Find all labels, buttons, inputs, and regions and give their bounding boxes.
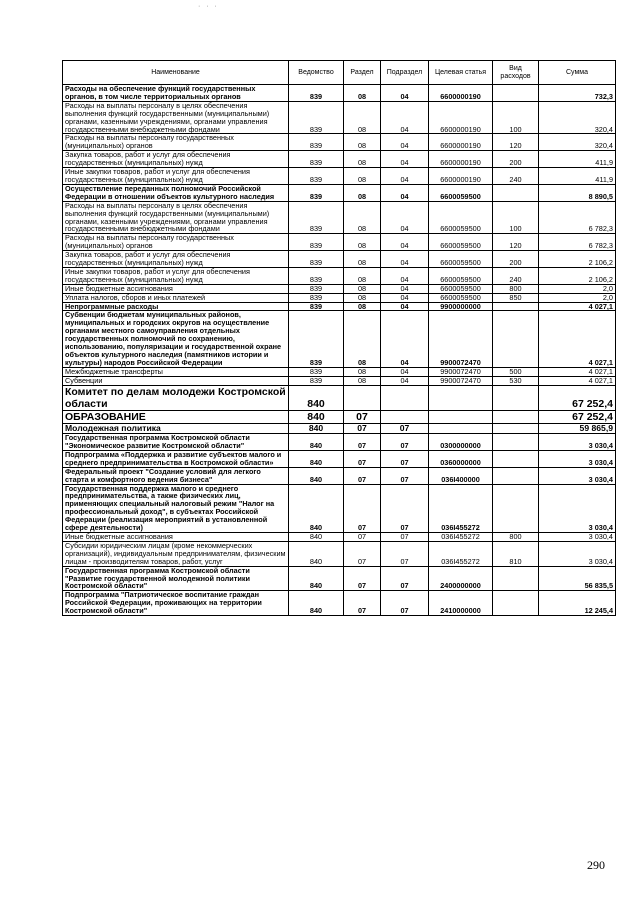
cell-target-article: 9900072470 xyxy=(429,376,493,385)
cell-section: 08 xyxy=(344,201,381,234)
cell-name: Межбюджетные трансферты xyxy=(63,367,289,376)
cell-target-article: 036I400000 xyxy=(429,467,493,484)
table-row xyxy=(63,85,616,102)
cell-department: 840 xyxy=(289,566,344,591)
table-row xyxy=(63,101,616,134)
table-row xyxy=(63,423,616,434)
table-row xyxy=(63,533,616,542)
cell-target-article xyxy=(429,385,493,410)
cell-name: Закупка товаров, работ и услуг для обеспечения государственных (муниципальных) нужд xyxy=(63,151,289,168)
cell-target-article: 036I455272 xyxy=(429,484,493,532)
cell-expense-type: 530 xyxy=(493,376,539,385)
cell-target-article xyxy=(429,423,493,434)
table-row xyxy=(63,251,616,268)
cell-name: Расходы на выплаты персоналу государственных (муниципальных) органов xyxy=(63,234,289,251)
cell-name: ОБРАЗОВАНИЕ xyxy=(63,410,289,423)
cell-target-article: 036I455272 xyxy=(429,541,493,566)
cell-department: 840 xyxy=(289,450,344,467)
cell-subsection: 07 xyxy=(381,591,429,616)
cell-department: 839 xyxy=(289,151,344,168)
cell-amount: 2 106,2 xyxy=(539,251,616,268)
cell-expense-type xyxy=(493,385,539,410)
cell-name: Иные закупки товаров, работ и услуг для обеспечения государственных (муниципальных) нужд xyxy=(63,168,289,185)
cell-section: 07 xyxy=(344,423,381,434)
cell-expense-type: 810 xyxy=(493,541,539,566)
cell-department: 840 xyxy=(289,484,344,532)
header-department: Ведомство xyxy=(289,61,344,85)
cell-name: Подпрограмма «Поддержка и развитие субъектов малого и среднего предпринимательства в Костромской области» xyxy=(63,450,289,467)
cell-department: 839 xyxy=(289,201,344,234)
cell-department: 839 xyxy=(289,85,344,102)
cell-section: 08 xyxy=(344,284,381,293)
cell-amount: 67 252,4 xyxy=(539,410,616,423)
cell-subsection: 04 xyxy=(381,267,429,284)
cell-department: 840 xyxy=(289,385,344,410)
table-row xyxy=(63,467,616,484)
cell-amount: 3 030,4 xyxy=(539,450,616,467)
cell-section: 07 xyxy=(344,410,381,423)
cell-amount: 6 782,3 xyxy=(539,201,616,234)
table-row xyxy=(63,134,616,151)
cell-target-article: 6600059500 xyxy=(429,184,493,201)
cell-subsection: 07 xyxy=(381,541,429,566)
cell-section: 08 xyxy=(344,251,381,268)
cell-department: 839 xyxy=(289,101,344,134)
header-amount: Сумма xyxy=(539,61,616,85)
cell-name: Государственная поддержка малого и среднего предпринимательства, а также физических лиц, применяющих специальный налоговый режим "Налог на профессиональный доход", в субъектах Российской Федерации (реализация мероприятий в установленной сфере деятельности) xyxy=(63,484,289,532)
table-body xyxy=(63,85,616,616)
table-row xyxy=(63,385,616,410)
cell-section: 08 xyxy=(344,302,381,311)
cell-department: 839 xyxy=(289,184,344,201)
cell-subsection: 04 xyxy=(381,376,429,385)
cell-expense-type: 120 xyxy=(493,134,539,151)
cell-section: 07 xyxy=(344,541,381,566)
cell-expense-type xyxy=(493,85,539,102)
cell-amount: 4 027,1 xyxy=(539,376,616,385)
table-row xyxy=(63,267,616,284)
cell-department: 840 xyxy=(289,541,344,566)
cell-subsection: 04 xyxy=(381,101,429,134)
cell-section: 08 xyxy=(344,367,381,376)
cell-subsection: 07 xyxy=(381,423,429,434)
header-target-article: Целевая статья xyxy=(429,61,493,85)
cell-name: Федеральный проект "Создание условий для легкого старта и комфортного ведения бизнеса" xyxy=(63,467,289,484)
cell-expense-type xyxy=(493,184,539,201)
cell-subsection xyxy=(381,410,429,423)
cell-section: 08 xyxy=(344,134,381,151)
cell-amount: 8 890,5 xyxy=(539,184,616,201)
cell-section: 07 xyxy=(344,591,381,616)
cell-amount: 4 027,1 xyxy=(539,302,616,311)
cell-target-article: 6600059500 xyxy=(429,251,493,268)
cell-amount: 732,3 xyxy=(539,85,616,102)
cell-expense-type xyxy=(493,410,539,423)
cell-subsection: 04 xyxy=(381,293,429,302)
table-row xyxy=(63,311,616,367)
cell-target-article: 2410000000 xyxy=(429,591,493,616)
cell-amount: 411,9 xyxy=(539,151,616,168)
cell-target-article: 6600059500 xyxy=(429,201,493,234)
cell-department: 839 xyxy=(289,251,344,268)
cell-target-article: 6600000190 xyxy=(429,101,493,134)
budget-table xyxy=(62,60,616,616)
cell-target-article: 0360000000 xyxy=(429,450,493,467)
cell-expense-type xyxy=(493,566,539,591)
cell-amount: 67 252,4 xyxy=(539,385,616,410)
cell-expense-type xyxy=(493,591,539,616)
cell-expense-type: 120 xyxy=(493,234,539,251)
cell-section: 08 xyxy=(344,311,381,367)
cell-department: 840 xyxy=(289,434,344,451)
cell-name: Субвенции xyxy=(63,376,289,385)
cell-name: Иные закупки товаров, работ и услуг для обеспечения государственных (муниципальных) нужд xyxy=(63,267,289,284)
cell-department: 839 xyxy=(289,376,344,385)
cell-target-article: 6600059500 xyxy=(429,293,493,302)
cell-name: Государственная программа Костромской области "Экономическое развитие Костромской области" xyxy=(63,434,289,451)
cell-target-article: 0300000000 xyxy=(429,434,493,451)
cell-target-article: 036I455272 xyxy=(429,533,493,542)
cell-target-article: 6600059500 xyxy=(429,284,493,293)
cell-name: Иные бюджетные ассигнования xyxy=(63,284,289,293)
cell-name: Закупка товаров, работ и услуг для обеспечения государственных (муниципальных) нужд xyxy=(63,251,289,268)
cell-expense-type xyxy=(493,423,539,434)
header-subsection: Подраздел xyxy=(381,61,429,85)
cell-department: 839 xyxy=(289,311,344,367)
cell-section: 07 xyxy=(344,533,381,542)
cell-subsection: 07 xyxy=(381,566,429,591)
cell-subsection: 07 xyxy=(381,467,429,484)
cell-subsection: 04 xyxy=(381,234,429,251)
cell-section: 07 xyxy=(344,450,381,467)
cell-expense-type xyxy=(493,484,539,532)
cell-subsection: 04 xyxy=(381,367,429,376)
table-row xyxy=(63,410,616,423)
cell-expense-type: 200 xyxy=(493,251,539,268)
cell-amount: 320,4 xyxy=(539,134,616,151)
cell-expense-type: 800 xyxy=(493,284,539,293)
cell-target-article: 6600059500 xyxy=(429,234,493,251)
cell-name: Непрограммные расходы xyxy=(63,302,289,311)
cell-target-article: 6600000190 xyxy=(429,168,493,185)
table-row xyxy=(63,151,616,168)
cell-expense-type: 500 xyxy=(493,367,539,376)
cell-name: Государственная программа Костромской области "Развитие государственной молодежной политики Костромской области" xyxy=(63,566,289,591)
cell-target-article: 2400000000 xyxy=(429,566,493,591)
cell-subsection: 04 xyxy=(381,184,429,201)
cell-subsection: 07 xyxy=(381,450,429,467)
cell-expense-type xyxy=(493,434,539,451)
table-row xyxy=(63,201,616,234)
cell-target-article: 9900000000 xyxy=(429,302,493,311)
table-header-row xyxy=(63,61,616,85)
cell-department: 840 xyxy=(289,591,344,616)
cell-name: Уплата налогов, сборов и иных платежей xyxy=(63,293,289,302)
cell-name: Расходы на выплаты персоналу государственных (муниципальных) органов xyxy=(63,134,289,151)
top-mark: · · · xyxy=(198,3,219,10)
cell-expense-type xyxy=(493,450,539,467)
cell-expense-type xyxy=(493,302,539,311)
cell-amount: 3 030,4 xyxy=(539,434,616,451)
cell-amount: 2 106,2 xyxy=(539,267,616,284)
cell-subsection: 07 xyxy=(381,484,429,532)
cell-department: 839 xyxy=(289,267,344,284)
cell-name: Иные бюджетные ассигнования xyxy=(63,533,289,542)
cell-section: 08 xyxy=(344,151,381,168)
table-row xyxy=(63,284,616,293)
cell-target-article: 6600059500 xyxy=(429,267,493,284)
cell-name: Расходы на выплаты персоналу в целях обеспечения выполнения функций государственными (муниципальными) органами, казенными учреждениями, органами управления государственными внебюджетными фондами xyxy=(63,201,289,234)
cell-section: 08 xyxy=(344,234,381,251)
cell-expense-type: 200 xyxy=(493,151,539,168)
cell-subsection: 07 xyxy=(381,434,429,451)
cell-expense-type: 100 xyxy=(493,101,539,134)
cell-subsection xyxy=(381,385,429,410)
table-row xyxy=(63,184,616,201)
cell-expense-type: 800 xyxy=(493,533,539,542)
cell-name: Расходы на обеспечение функций государственных органов, в том числе территориальных органов xyxy=(63,85,289,102)
cell-expense-type: 240 xyxy=(493,168,539,185)
table-row xyxy=(63,234,616,251)
cell-target-article xyxy=(429,410,493,423)
table-row xyxy=(63,367,616,376)
cell-amount: 12 245,4 xyxy=(539,591,616,616)
cell-subsection: 04 xyxy=(381,85,429,102)
cell-name: Подпрограмма "Патриотическое воспитание граждан Российской Федерации, проживающих на территории Костромской области" xyxy=(63,591,289,616)
cell-section: 07 xyxy=(344,467,381,484)
cell-department: 839 xyxy=(289,367,344,376)
cell-name: Субсидии юридическим лицам (кроме некоммерческих организаций), индивидуальным предпринимателям, физическим лицам - производителям товаров, работ, услуг xyxy=(63,541,289,566)
table-row xyxy=(63,293,616,302)
cell-expense-type: 240 xyxy=(493,267,539,284)
cell-amount: 3 030,4 xyxy=(539,484,616,532)
cell-name: Молодежная политика xyxy=(63,423,289,434)
cell-amount: 6 782,3 xyxy=(539,234,616,251)
cell-department: 839 xyxy=(289,293,344,302)
header-section: Раздел xyxy=(344,61,381,85)
cell-amount: 3 030,4 xyxy=(539,467,616,484)
page-number: 290 xyxy=(587,858,605,872)
header-expense-type: Вид расходов xyxy=(493,61,539,85)
table-row xyxy=(63,450,616,467)
cell-section: 08 xyxy=(344,376,381,385)
cell-department: 839 xyxy=(289,168,344,185)
table-row xyxy=(63,376,616,385)
header-name: Наименование xyxy=(63,61,289,85)
cell-amount: 411,9 xyxy=(539,168,616,185)
cell-amount: 2,0 xyxy=(539,293,616,302)
cell-amount: 3 030,4 xyxy=(539,541,616,566)
table-row xyxy=(63,566,616,591)
cell-subsection: 04 xyxy=(381,168,429,185)
cell-expense-type: 100 xyxy=(493,201,539,234)
table-row xyxy=(63,591,616,616)
cell-amount: 4 027,1 xyxy=(539,367,616,376)
table-row xyxy=(63,434,616,451)
cell-subsection: 04 xyxy=(381,284,429,293)
cell-subsection: 04 xyxy=(381,302,429,311)
cell-section xyxy=(344,385,381,410)
cell-expense-type xyxy=(493,311,539,367)
cell-target-article: 6600000190 xyxy=(429,134,493,151)
cell-amount: 2,0 xyxy=(539,284,616,293)
cell-department: 839 xyxy=(289,284,344,293)
cell-subsection: 04 xyxy=(381,201,429,234)
cell-amount: 56 835,5 xyxy=(539,566,616,591)
cell-target-article: 6600000190 xyxy=(429,85,493,102)
cell-department: 839 xyxy=(289,302,344,311)
cell-target-article: 9900072470 xyxy=(429,311,493,367)
cell-subsection: 04 xyxy=(381,134,429,151)
cell-amount: 59 865,9 xyxy=(539,423,616,434)
cell-name: Комитет по делам молодежи Костромской области xyxy=(63,385,289,410)
cell-department: 840 xyxy=(289,423,344,434)
cell-subsection: 04 xyxy=(381,311,429,367)
cell-section: 08 xyxy=(344,184,381,201)
cell-department: 840 xyxy=(289,467,344,484)
cell-amount: 4 027,1 xyxy=(539,311,616,367)
table-row xyxy=(63,484,616,532)
table-row xyxy=(63,302,616,311)
cell-section: 07 xyxy=(344,566,381,591)
cell-department: 840 xyxy=(289,410,344,423)
cell-name: Расходы на выплаты персоналу в целях обеспечения выполнения функций государственными (муниципальными) органами, казенными учреждениями, органами управления государственными внебюджетными фондами xyxy=(63,101,289,134)
cell-section: 08 xyxy=(344,293,381,302)
cell-name: Осуществление переданных полномочий Российской Федерации в отношении объектов культурного наследия xyxy=(63,184,289,201)
cell-department: 839 xyxy=(289,134,344,151)
table-row xyxy=(63,541,616,566)
cell-section: 08 xyxy=(344,85,381,102)
cell-expense-type: 850 xyxy=(493,293,539,302)
cell-subsection: 07 xyxy=(381,533,429,542)
cell-section: 08 xyxy=(344,168,381,185)
cell-subsection: 04 xyxy=(381,151,429,168)
table-row xyxy=(63,168,616,185)
cell-amount: 320,4 xyxy=(539,101,616,134)
cell-subsection: 04 xyxy=(381,251,429,268)
cell-section: 08 xyxy=(344,101,381,134)
cell-section: 08 xyxy=(344,267,381,284)
cell-section: 07 xyxy=(344,434,381,451)
cell-target-article: 6600000190 xyxy=(429,151,493,168)
cell-section: 07 xyxy=(344,484,381,532)
cell-department: 839 xyxy=(289,234,344,251)
cell-target-article: 9900072470 xyxy=(429,367,493,376)
cell-name: Субвенции бюджетам муниципальных районов, муниципальных и городских округов на осуществление органами местного самоуправления отдельных государственных полномочий по сохранению, использованию, популяризации и государственной охране объектов культурного наследия (памятников истории и культуры) народов Российской Федерации xyxy=(63,311,289,367)
cell-amount: 3 030,4 xyxy=(539,533,616,542)
cell-department: 840 xyxy=(289,533,344,542)
cell-expense-type xyxy=(493,467,539,484)
